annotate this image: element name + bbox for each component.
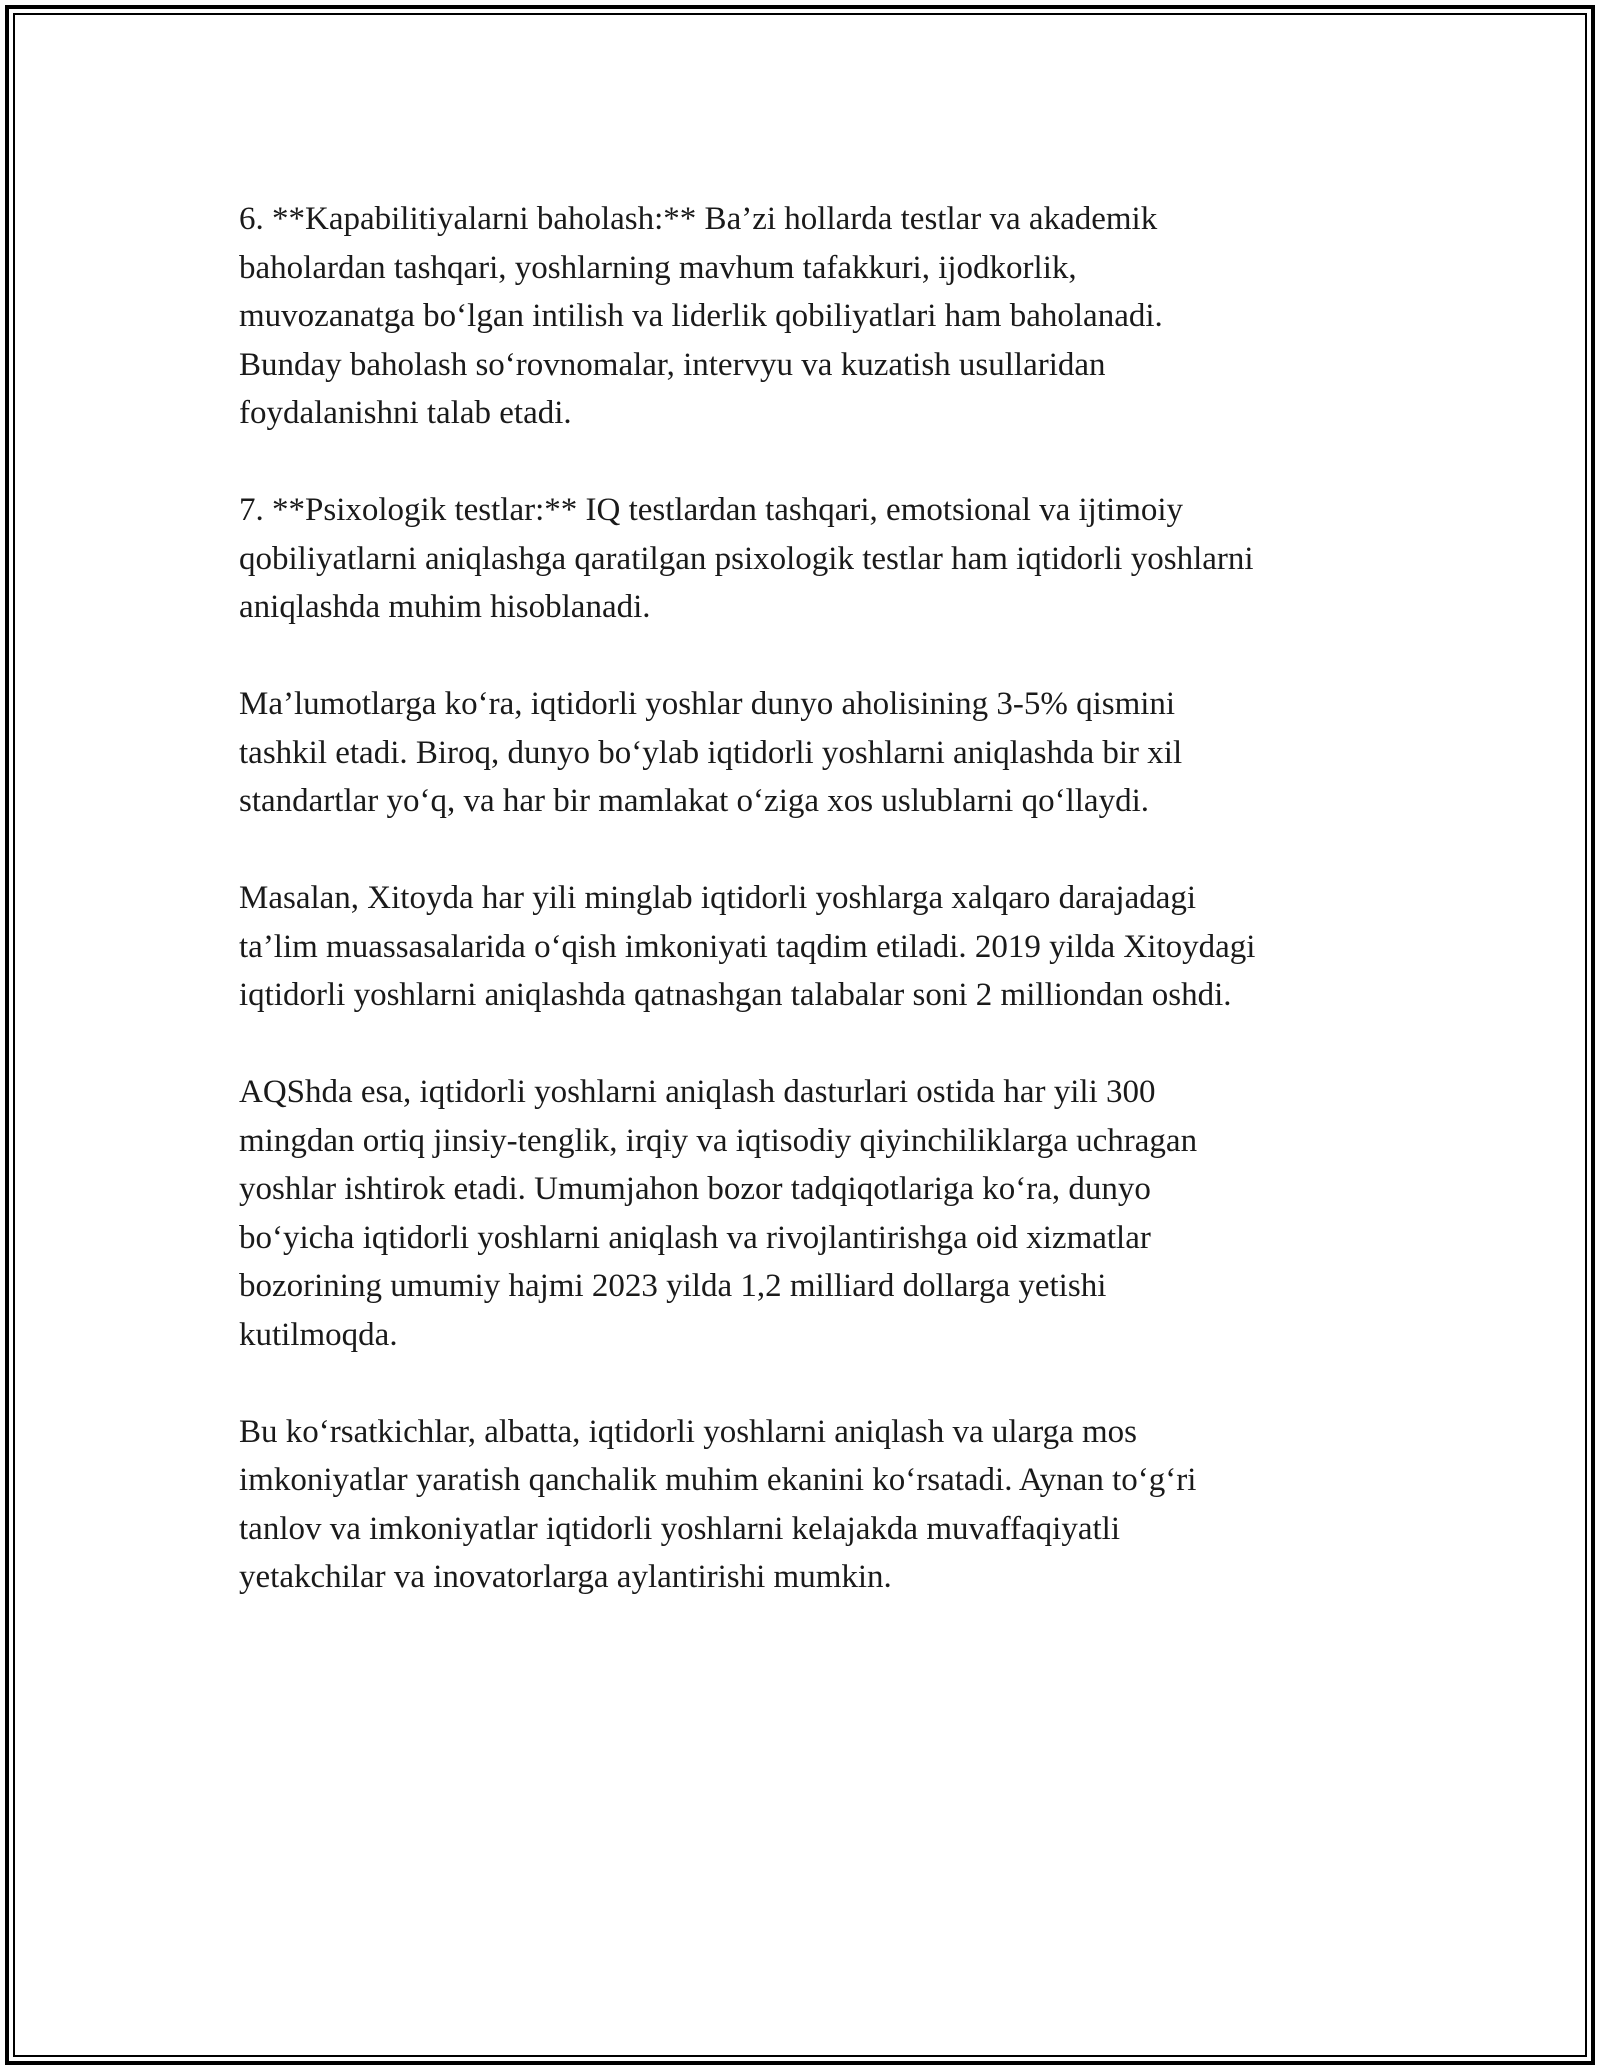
paragraph-psychological-tests: 7. **Psixologik testlar:** IQ testlardan tashqari, emotsional va ijtimoiy qobiliyatlarni aniqlashga qaratilgan psixologik testlar ham iqtidorli yoshlarni aniqlashda muhim hisoblanadi. — [239, 492, 1254, 625]
paragraph-china-example: Masalan, Xitoyda har yili minglab iqtidorli yoshlarga xalqaro darajadagi ta’lim muassasalarida o‘qish imkoniyati taqdim etiladi. 2019 yilda Xitoydagi iqtidorli yoshlarni aniqlashda qatnashgan talabalar soni 2 milliondan oshdi. — [239, 880, 1256, 1013]
paragraph-capability-assessment: 6. **Kapabilitiyalarni baholash:** Ba’zi hollarda testlar va akademik baholardan tashqari, yoshlarning mavhum tafakkuri, ijodkorlik, muvozanatga bo‘lgan intilish va liderlik qobiliyatlari ham baholanadi. Bunday baholash so‘rovnomalar, intervyu va kuzatish usullaridan foydalanishni talab etadi. — [239, 201, 1163, 431]
page-border-inner — [13, 13, 1587, 2057]
paragraph-statistics: Ma’lumotlarga ko‘ra, iqtidorli yoshlar dunyo aholisining 3-5% qismini tashkil etadi. Biroq, dunyo bo‘ylab iqtidorli yoshlarni aniqlashda bir xil standartlar yo‘q, va har bir mamlakat o‘ziga xos uslublarni qo‘llaydi. — [239, 686, 1183, 819]
page-border-outer — [5, 5, 1595, 2065]
paragraph-conclusion: Bu ko‘rsatkichlar, albatta, iqtidorli yoshlarni aniqlash va ularga mos imkoniyatlar yaratish qanchalik muhim ekanini ko‘rsatadi. Aynan to‘g‘ri tanlov va imkoniyatlar iqtidorli yoshlarni kelajakda muvaffaqiyatli yetakchilar va inovatorlarga aylantirishi mumkin. — [239, 1413, 1197, 1595]
paragraph-usa-example: AQShda esa, iqtidorli yoshlarni aniqlash dasturlari ostida har yili 300 mingdan ortiq jinsiy-tenglik, irqiy va iqtisodiy qiyinchiliklarga uchragan yoshlar ishtirok etadi. Umumjahon bozor tadqiqotlariga ko‘ra, dunyo bo‘yicha iqtidorli yoshlarni aniqlash va rivojlantirishga oid xizmatlar bozorining umumiy hajmi 2023 yilda 1,2 milliard dollarga yetishi kutilmoqda. — [239, 1074, 1198, 1353]
document-body — [239, 195, 1399, 1650]
